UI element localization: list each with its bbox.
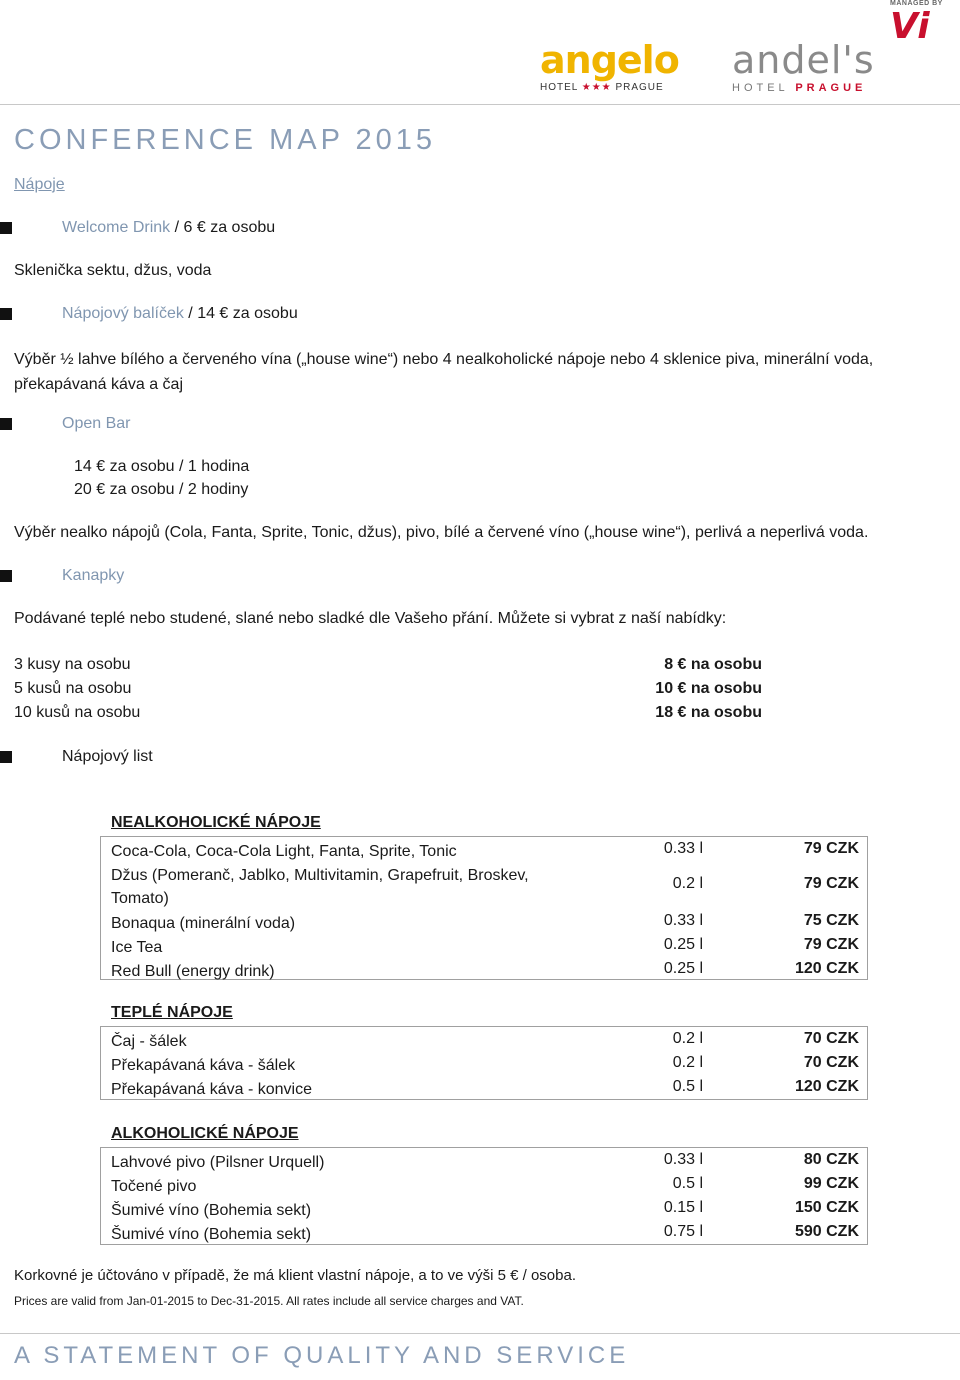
corkage-note: Korkovné je účtováno v případě, že má klient vlastní nápoje, a to ve výši 5 € / osoba. [14, 1267, 576, 1284]
open-bar-price-2: 20 € za osobu / 2 hodiny [74, 481, 249, 498]
footer-tagline: A STATEMENT OF QUALITY AND SERVICE [14, 1342, 630, 1369]
drink-name: Lahvové pivo (Pilsner Urquell) [111, 1154, 325, 1171]
item-name: Nápojový balíček [62, 305, 184, 322]
open-bar-price-1: 14 € za osobu / 1 hodina [74, 458, 250, 475]
canape-option-price: 18 € na osobu [655, 704, 762, 721]
drink-name: Šumivé víno (Bohemia sekt) [111, 1202, 312, 1219]
canape-option-label: 10 kusů na osobu [14, 704, 141, 721]
item-description: Výběr ½ lahve bílého a červeného vína („house wine“) nebo 4 nealkoholické nápoje nebo 4 sklenice piva, minerální voda, překapávaná káva a čaj [14, 351, 874, 393]
bullet-icon [0, 751, 12, 763]
item-name: Nápojový list [62, 748, 153, 765]
table-row [101, 1172, 867, 1196]
item-price: / 14 € za osobu [188, 305, 298, 322]
canape-option-label: 3 kusy na osobu [14, 656, 131, 673]
drink-price: 120 CZK [794, 960, 859, 977]
drink-volume: 0.5 l [672, 1175, 703, 1192]
vi-logo [890, 0, 943, 47]
drink-volume: 0.2 l [672, 1054, 703, 1071]
drink-price: 79 CZK [803, 840, 859, 857]
item-name: Kanapky [62, 567, 125, 584]
soft-drinks-heading: NEALKOHOLICKÉ NÁPOJE [111, 814, 321, 831]
angelo-city-label: PRAGUE [615, 82, 664, 93]
angelo-wordmark: angelo [540, 38, 679, 82]
drink-price: 80 CZK [803, 1151, 859, 1168]
andels-hotel-label: HOTEL [732, 82, 789, 94]
drink-volume: 0.33 l [663, 912, 703, 929]
drink-name: Red Bull (energy drink) [111, 963, 275, 980]
angelo-hotel-label: HOTEL [540, 82, 578, 93]
item-name: Welcome Drink [62, 219, 171, 236]
drink-name: Bonaqua (minerální voda) [111, 915, 296, 932]
footer-divider [0, 1333, 960, 1334]
drink-volume: 0.33 l [663, 840, 703, 857]
page-title: CONFERENCE MAP 2015 [14, 124, 436, 156]
validity-note: Prices are valid from Jan-01-2015 to Dec-31-2015. All rates include all service charges and VAT. [14, 1294, 524, 1308]
drink-price: 79 CZK [803, 875, 859, 892]
table-row [101, 1148, 867, 1172]
bullet-icon [0, 570, 12, 582]
drink-price: 70 CZK [803, 1054, 859, 1071]
table-row [101, 1051, 867, 1075]
drink-price: 150 CZK [794, 1199, 859, 1216]
bullet-icon [0, 222, 12, 234]
drink-name: Čaj - šálek [111, 1033, 187, 1050]
table-row [101, 1196, 867, 1220]
bullet-icon [0, 418, 12, 430]
hot-drinks-table [100, 1026, 868, 1100]
drink-name: Coca-Cola, Coca-Cola Light, Fanta, Sprite, Tonic [111, 843, 457, 860]
canape-option-price: 10 € na osobu [655, 680, 762, 697]
alcoholic-drinks-table [100, 1147, 868, 1245]
canape-option-price: 8 € na osobu [664, 656, 762, 673]
header-divider [0, 104, 960, 105]
andels-city-label: PRAGUE [795, 82, 867, 94]
drink-volume: 0.5 l [672, 1078, 703, 1095]
drink-volume: 0.33 l [663, 1151, 703, 1168]
drink-name: Překapávaná káva - konvice [111, 1081, 312, 1098]
drink-volume: 0.25 l [663, 936, 703, 953]
table-row [101, 933, 867, 957]
drink-volume: 0.75 l [663, 1223, 703, 1240]
item-price: / 6 € za osobu [174, 219, 276, 236]
angelo-stars: ★★★ [581, 82, 612, 93]
vi-wordmark: Vi [890, 6, 930, 47]
table-row [101, 957, 867, 981]
hot-drinks-heading: TEPLÉ NÁPOJE [111, 1004, 233, 1021]
andels-logo [732, 40, 875, 94]
soft-drinks-table [100, 836, 868, 980]
drink-price: 70 CZK [803, 1030, 859, 1047]
managed-by-label: MANAGED BY [890, 0, 943, 7]
drink-volume: 0.25 l [663, 960, 703, 977]
table-row [101, 909, 867, 933]
angelo-logo [540, 40, 679, 93]
table-row [101, 837, 867, 861]
drink-price: 75 CZK [803, 912, 859, 929]
item-description: Podávané teplé nebo studené, slané nebo sladké dle Vašeho přání. Můžete si vybrat z naší nabídky: [14, 610, 727, 627]
drink-volume: 0.2 l [672, 1030, 703, 1047]
drink-name: Džus (Pomeranč, Jablko, Multivitamin, Grapefruit, Broskev, Tomato) [111, 867, 529, 907]
drink-name: Překapávaná káva - šálek [111, 1057, 296, 1074]
drink-name: Ice Tea [111, 939, 163, 956]
drink-volume: 0.2 l [672, 875, 703, 892]
table-row [101, 1075, 867, 1099]
item-name: Open Bar [62, 415, 131, 432]
drink-price: 120 CZK [794, 1078, 859, 1095]
table-row [101, 861, 867, 909]
drink-price: 79 CZK [803, 936, 859, 953]
table-row [101, 1027, 867, 1051]
drink-price: 590 CZK [794, 1223, 859, 1240]
item-description: Výběr nealko nápojů (Cola, Fanta, Sprite, Tonic, džus), pivo, bílé a červené víno („house wine“), perlivá a neperlivá voda. [14, 524, 869, 541]
alcoholic-drinks-heading: ALKOHOLICKÉ NÁPOJE [111, 1125, 299, 1142]
drink-price: 99 CZK [803, 1175, 859, 1192]
drink-name: Točené pivo [111, 1178, 197, 1195]
section-label: Nápoje [14, 176, 65, 193]
drink-volume: 0.15 l [663, 1199, 703, 1216]
bullet-icon [0, 308, 12, 320]
drink-name: Šumivé víno (Bohemia sekt) [111, 1226, 312, 1243]
table-row [101, 1220, 867, 1244]
canape-option-label: 5 kusů na osobu [14, 680, 132, 697]
item-description: Sklenička sektu, džus, voda [14, 262, 212, 279]
andels-wordmark: andel's [732, 38, 875, 82]
